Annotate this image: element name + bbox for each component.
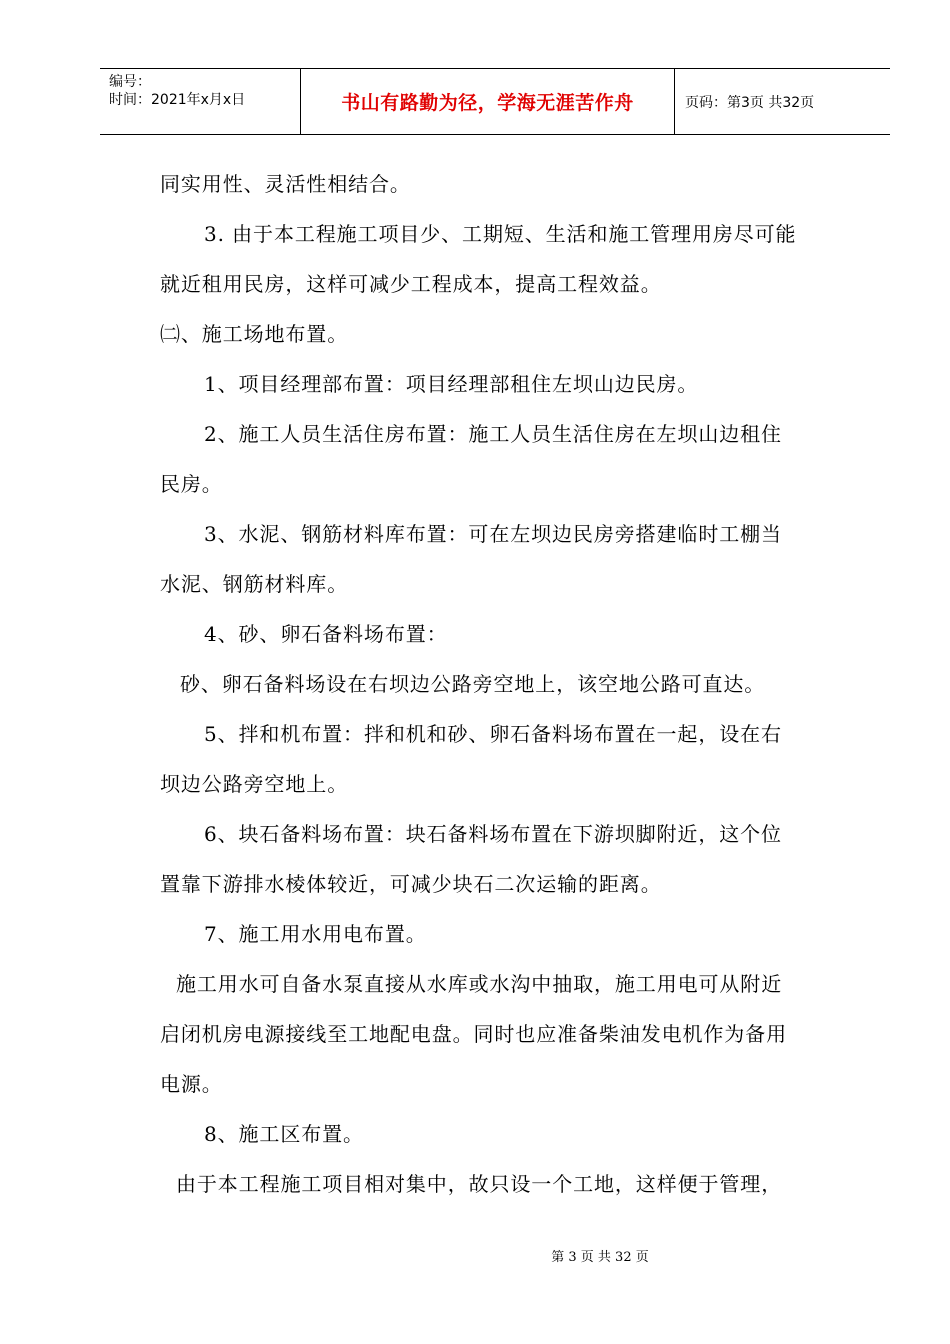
body-line: 5、拌和机布置：拌和机和砂、卵石备料场布置在一起，设在右 [204, 722, 782, 746]
motto-text: 书山有路勤为径，学海无涯苦作舟 [341, 92, 634, 114]
footer-page-number: 第 3 页 共 32 页 [551, 1250, 649, 1265]
body-line: 民房。 [160, 472, 223, 496]
body-line: 4、砂、卵石备料场布置： [204, 622, 448, 646]
document-header [100, 68, 890, 135]
page-footer [0, 1246, 950, 1265]
body-line: 8、施工区布置。 [204, 1122, 364, 1146]
body-line: 同实用性、灵活性相结合。 [160, 172, 411, 196]
body-line: 2、施工人员生活住房布置：施工人员生活住房在左坝山边租住 [204, 422, 782, 446]
body-line: 7、施工用水用电布置。 [204, 922, 427, 946]
time-label: 时间：2021年x月x日 [109, 92, 246, 108]
body-line: 置靠下游排水棱体较近，可减少块石二次运输的距离。 [160, 872, 662, 896]
body-line: 3. 由于本工程施工项目少、工期短、生活和施工管理用房尽可能 [204, 222, 797, 246]
body-line: 砂、卵石备料场设在右坝边公路旁空地上，该空地公路可直达。 [180, 672, 766, 696]
header-meta-cell [100, 69, 301, 134]
body-line: 1、项目经理部布置：项目经理部租住左坝山边民房。 [204, 372, 699, 396]
body-line: 坝边公路旁空地上。 [160, 772, 349, 796]
body-line: 由于本工程施工项目相对集中，故只设一个工地，这样便于管理， [176, 1172, 783, 1196]
number-label: 编号： [109, 74, 151, 90]
body-line: 3、水泥、钢筋材料库布置：可在左坝边民房旁搭建临时工棚当 [204, 522, 782, 546]
body-line: 水泥、钢筋材料库。 [160, 572, 349, 596]
body-line: 就近租用民房，这样可减少工程成本，提高工程效益。 [160, 272, 662, 296]
header-page-cell [675, 69, 890, 134]
body-line: 启闭机房电源接线至工地配电盘。同时也应准备柴油发电机作为备用 [160, 1022, 787, 1046]
body-line: 电源。 [160, 1072, 223, 1096]
body-line: 施工用水可自备水泵直接从水库或水沟中抽取，施工用电可从附近 [176, 972, 783, 996]
body-line: ㈡、施工场地布置。 [160, 322, 349, 346]
header-motto-cell [301, 69, 675, 134]
body-line: 6、块石备料场布置：块石备料场布置在下游坝脚附近，这个位 [204, 822, 782, 846]
page-label: 页码：第3页 共32页 [685, 94, 815, 111]
